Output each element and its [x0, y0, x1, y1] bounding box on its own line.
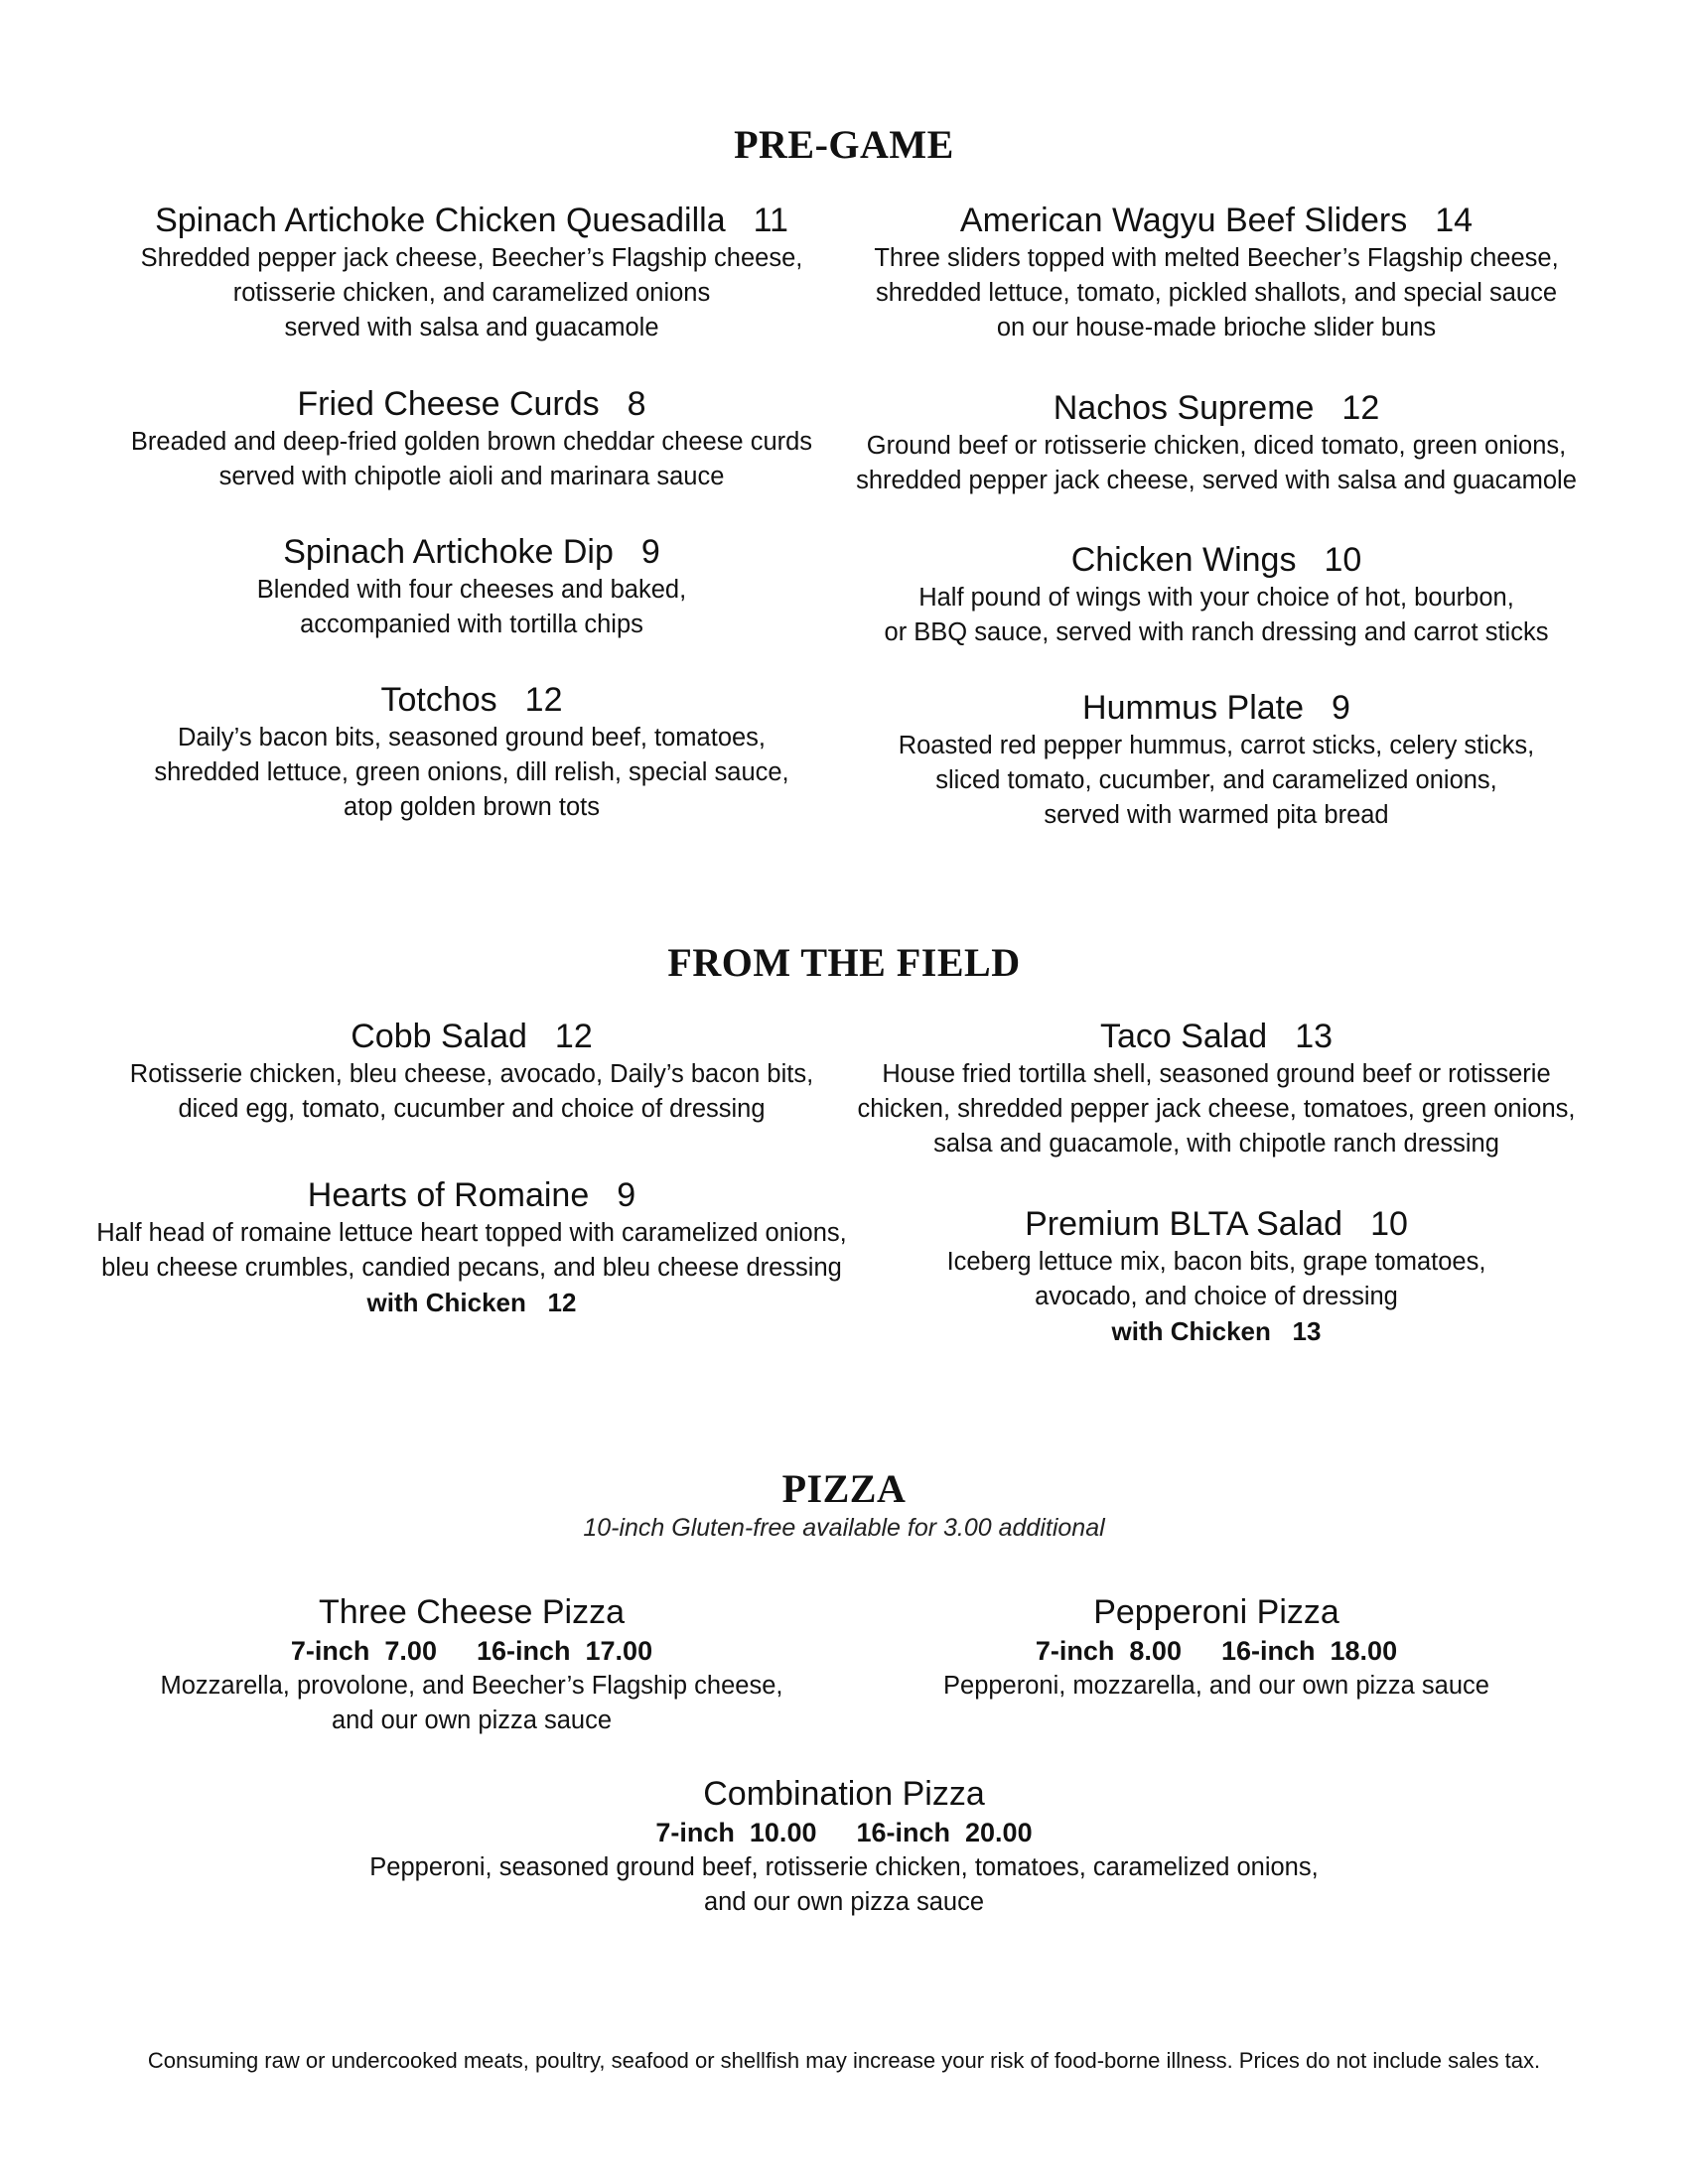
food-safety-disclaimer: Consuming raw or undercooked meats, poultry, seafood or shellfish may increase your risk of food-borne illness. Prices do not include sales tax.: [147, 2048, 1541, 2073]
section-title-pizza: PIZZA: [781, 1466, 907, 1511]
item-description: Half head of romaine lettuce heart topped with caramelized onions, bleu cheese crumbles, candied pecans, and bleu cheese dressing: [96, 1219, 847, 1282]
item-price: 12: [554, 1018, 593, 1055]
item-description: Three sliders topped with melted Beecher’s Flagship cheese, shredded lettuce, tomato, pickled shallots, and special sauce on our house-made brioche slider buns: [874, 244, 1559, 341]
item-title: [94, 1018, 849, 1055]
item-title: [839, 202, 1594, 239]
item-chicken-option: with Chicken 13: [1111, 1316, 1322, 1346]
item-name: Pepperoni Pizza: [1093, 1593, 1339, 1631]
item-name: Totchos: [380, 681, 497, 719]
item-title: [839, 389, 1594, 427]
item-name: Spinach Artichoke Chicken Quesadilla: [155, 202, 726, 239]
size-small-price: 7-inch 8.00: [1035, 1636, 1182, 1666]
item-name: Hummus Plate: [1082, 689, 1305, 727]
item-description: Mozzarella, provolone, and Beecher’s Flagship cheese, and our own pizza sauce: [160, 1672, 783, 1734]
item-name: Fried Cheese Curds: [297, 385, 600, 423]
item-title: [94, 385, 849, 423]
menu-item-cheese-curds: [94, 385, 849, 494]
item-description: Iceberg lettuce mix, bacon bits, grape tomatoes, avocado, and choice of dressing: [946, 1248, 1486, 1310]
item-description: Ground beef or rotisserie chicken, diced tomato, green onions, shredded pepper jack cheese, served with salsa and guacamole: [856, 432, 1577, 494]
item-description: Blended with four cheeses and baked, accompanied with tortilla chips: [256, 576, 687, 638]
item-description: Pepperoni, seasoned ground beef, rotisserie chicken, tomatoes, caramelized onions, and our own pizza sauce: [369, 1853, 1319, 1916]
item-title: [94, 681, 849, 719]
item-name: Hearts of Romaine: [307, 1176, 590, 1214]
item-chicken-option: with Chicken 12: [366, 1288, 577, 1317]
item-price: 8: [627, 385, 646, 423]
item-name: Nachos Supreme: [1053, 389, 1315, 427]
size-large-price: 16-inch 20.00: [856, 1818, 1033, 1847]
menu-item-pepperoni-pizza: [839, 1593, 1594, 1704]
item-name: Taco Salad: [1099, 1018, 1268, 1055]
item-price: 12: [1341, 389, 1380, 427]
item-description: Rotisserie chicken, bleu cheese, avocado, Daily’s bacon bits, diced egg, tomato, cucumber and choice of dressing: [129, 1060, 814, 1123]
item-sizes: [94, 1633, 849, 1669]
item-title: [839, 1018, 1594, 1055]
menu-item-hearts-of-romaine: [94, 1176, 849, 1320]
item-price: 11: [753, 202, 788, 239]
item-price: 10: [1324, 541, 1362, 579]
item-title: [839, 541, 1594, 579]
item-title: [839, 1205, 1594, 1243]
item-name: Combination Pizza: [703, 1775, 985, 1813]
item-description: Roasted red pepper hummus, carrot sticks, celery sticks, sliced tomato, cucumber, and caramelized onions, served with warmed pita bread: [898, 732, 1535, 829]
gluten-free-note: 10-inch Gluten-free available for 3.00 additional: [583, 1514, 1105, 1542]
item-name: Spinach Artichoke Dip: [283, 533, 614, 571]
menu-item-three-cheese-pizza: [94, 1593, 849, 1738]
menu-item-combination-pizza: [318, 1775, 1370, 1920]
menu-item-cobb-salad: [94, 1018, 849, 1127]
menu-item-wagyu-sliders: [839, 202, 1594, 345]
item-description: Pepperoni, mozzarella, and our own pizza sauce: [943, 1672, 1489, 1700]
menu-item-blta-salad: [839, 1205, 1594, 1349]
size-small-price: 7-inch 7.00: [290, 1636, 437, 1666]
item-name: Chicken Wings: [1070, 541, 1297, 579]
item-title: [839, 689, 1594, 727]
size-large-price: 16-inch 17.00: [476, 1636, 653, 1666]
section-title-pregame: PRE-GAME: [734, 122, 954, 167]
menu-item-quesadilla: [94, 202, 849, 345]
item-price: 10: [1370, 1205, 1408, 1243]
item-description: Half pound of wings with your choice of hot, bourbon, or BBQ sauce, served with ranch dressing and carrot sticks: [884, 584, 1549, 646]
menu-item-hummus-plate: [839, 689, 1594, 833]
size-large-price: 16-inch 18.00: [1220, 1636, 1398, 1666]
item-description: House fried tortilla shell, seasoned ground beef or rotisserie chicken, shredded pepper jack cheese, tomatoes, green onions, salsa and guacamole, with chipotle ranch dressing: [857, 1060, 1576, 1158]
item-name: Cobb Salad: [351, 1018, 527, 1055]
item-title: [94, 202, 849, 239]
menu-item-taco-salad: [839, 1018, 1594, 1161]
item-price: 12: [524, 681, 563, 719]
item-description: Shredded pepper jack cheese, Beecher’s Flagship cheese, rotisserie chicken, and caramelized onions served with salsa and guacamole: [140, 244, 803, 341]
menu-item-nachos-supreme: [839, 389, 1594, 498]
menu-item-spinach-dip: [94, 533, 849, 642]
item-price: 9: [1332, 689, 1350, 727]
item-name: Three Cheese Pizza: [318, 1593, 626, 1631]
item-price: 9: [617, 1176, 636, 1214]
item-name: American Wagyu Beef Sliders: [959, 202, 1408, 239]
item-description: Breaded and deep-fried golden brown cheddar cheese curds served with chipotle aioli and marinara sauce: [130, 428, 813, 490]
item-price: 9: [640, 533, 660, 571]
item-title: [94, 1176, 849, 1214]
item-title: [94, 533, 849, 571]
menu-item-totchos: [94, 681, 849, 825]
item-price: 14: [1435, 202, 1474, 239]
item-description: Daily’s bacon bits, seasoned ground beef, tomatoes, shredded lettuce, green onions, dill relish, special sauce, atop golden brown tots: [154, 724, 789, 821]
item-sizes: [839, 1633, 1594, 1669]
item-name: Premium BLTA Salad: [1025, 1205, 1343, 1243]
section-title-field: FROM THE FIELD: [667, 940, 1021, 985]
menu-item-chicken-wings: [839, 541, 1594, 650]
item-price: 13: [1295, 1018, 1334, 1055]
item-sizes: [318, 1815, 1370, 1850]
size-small-price: 7-inch 10.00: [655, 1818, 817, 1847]
